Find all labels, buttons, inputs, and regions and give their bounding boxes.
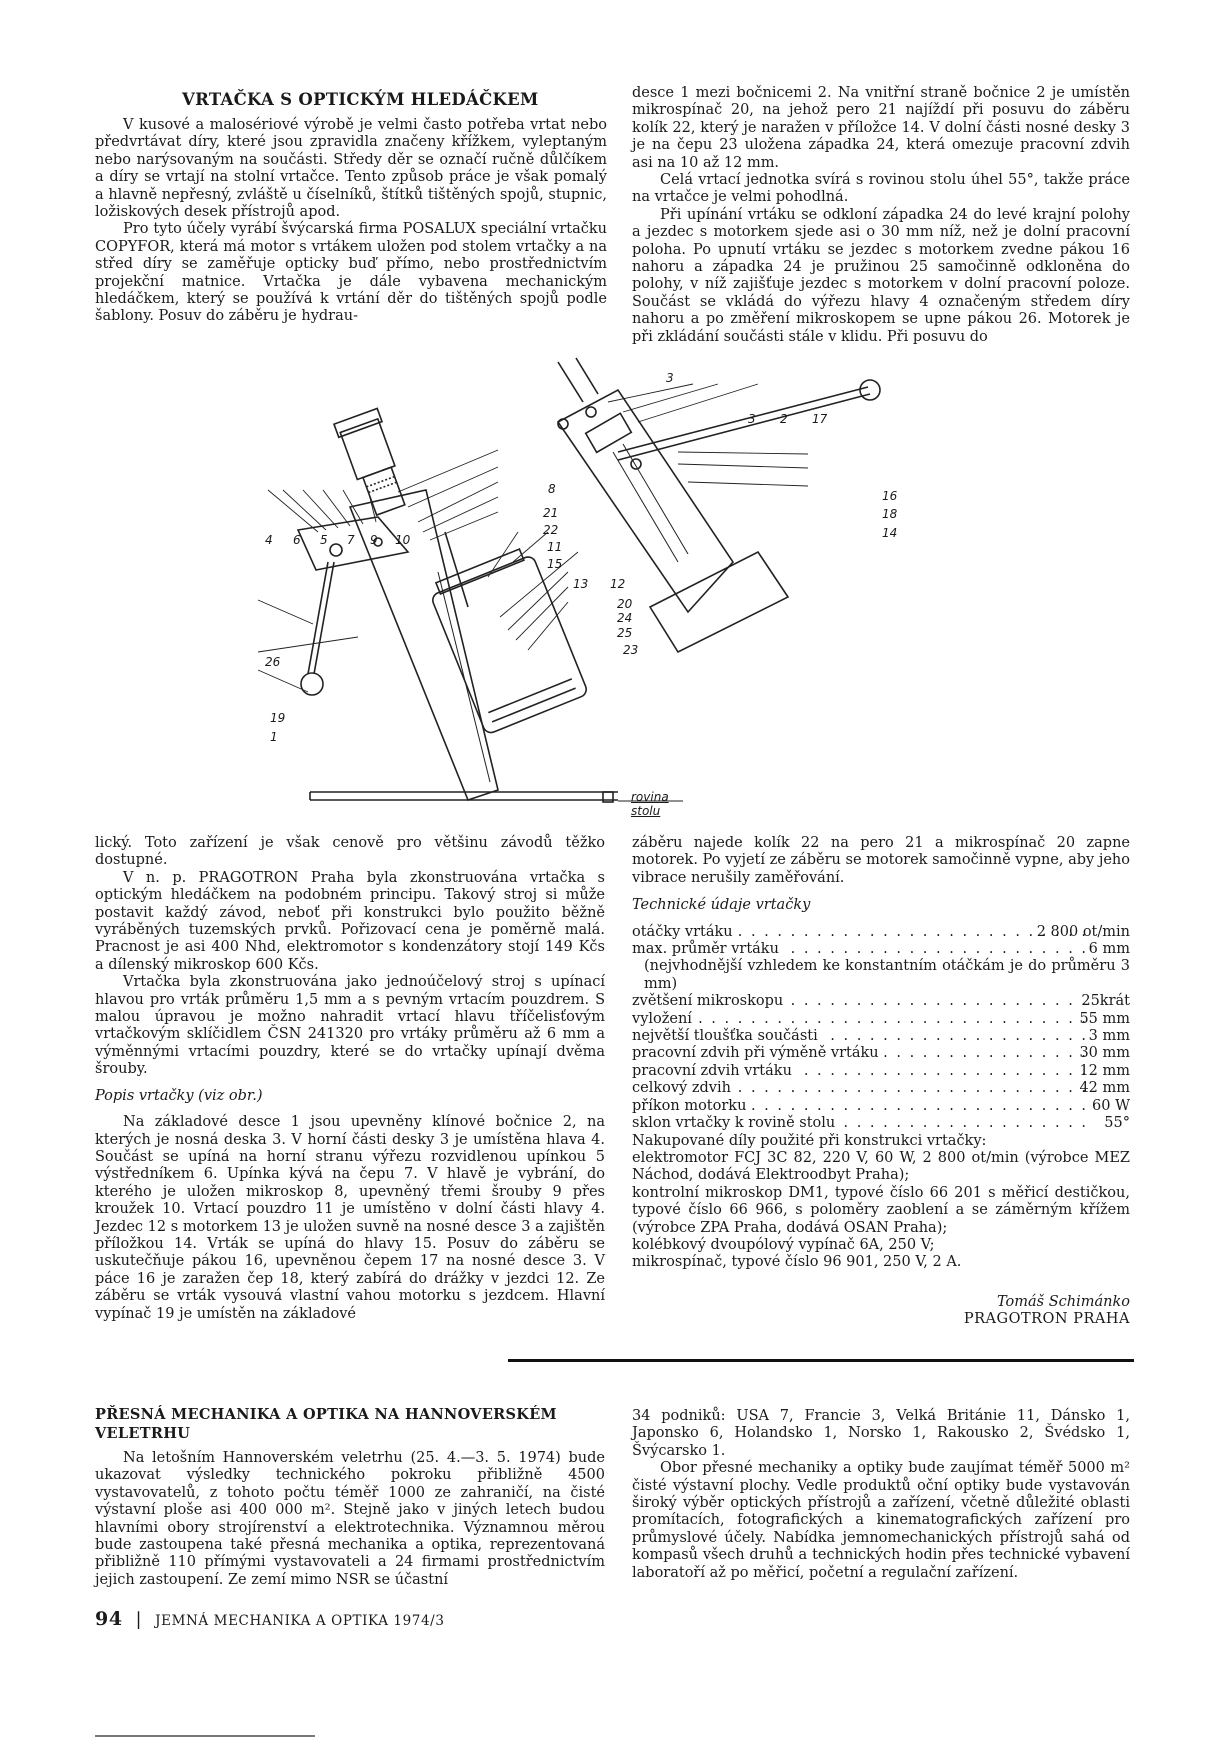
paragraph: desce 1 mezi bočnicemi 2. Na vnitřní straně bočnice 2 je umístěn mikrospínač 20, na jehož pero 21 najíždí při posuvu do záběru kolík 22, který je naražen v příložce 14. V dolní části nosné desky 3 je na čepu 23 uložena západka 24, která omezuje pracovní zdvih asi na 10 až 12 mm. <box>632 85 1130 171</box>
section-heading: Technické údaje vrtačky <box>632 897 811 914</box>
part-label: 24 <box>617 611 633 625</box>
bottom-right-column <box>632 835 1130 1329</box>
top-left-column <box>95 117 607 326</box>
part-label: 9 <box>370 533 378 547</box>
spec-value: 6 mm <box>1088 941 1130 958</box>
spec-label: sklon vrtačky k rovině stolu . . . <box>632 1115 1050 1132</box>
spec-label: největší tloušťka součásti . . . <box>632 1028 1050 1045</box>
part-label: 17 <box>812 412 828 426</box>
part-label: 11 <box>547 540 563 554</box>
part-label: 18 <box>882 507 898 521</box>
author-name: Tomáš Schimánko <box>997 1293 1130 1310</box>
page-number: 94 <box>95 1608 123 1630</box>
part-label: 20 <box>617 597 633 611</box>
purchased-item: kontrolní mikroskop DM1, typové číslo 66 201 s měřicí destičkou, typové číslo 66 966, s poloměry zaoblení a se záměrným křížem (výrobce ZPA Praha, dodává OSAN Praha); <box>632 1184 1130 1236</box>
paragraph: Obor přesné mechaniky a optiky bude zaujímat téměř 5000 m² čisté výstavní plochy. Vedle produktů oční optiky bude vystavován široký výběr optických přístrojů a zařízení, včetně důležité oblasti promítacích, fotografických a kinematografických zařízení pro průmyslové účely. Nabídka jemnomechanických přístrojů sahá od kompasů všech druhů a technických hodin přes technické vybavení laboratoří až po měřicí, početní a regulační zařízení. <box>632 1460 1130 1581</box>
part-label: 8 <box>548 482 556 496</box>
spec-label: otáčky vrtáku . . . <box>632 924 1010 941</box>
footer-separator: | <box>135 1609 143 1630</box>
paragraph: Celá vrtací jednotka svírá s rovinou stolu úhel 55°, takže práce na vrtačce je velmi pohodlná. <box>632 172 1130 206</box>
part-label: 2 <box>780 412 788 426</box>
spec-value: 2 800 ot/min <box>1036 923 1130 940</box>
spec-label: max. průměr vrtáku . . . <box>632 941 1010 958</box>
part-label: 4 <box>265 533 273 547</box>
part-label: 23 <box>623 643 639 657</box>
part-label: 16 <box>882 489 898 503</box>
spec-value: 55° <box>1104 1115 1130 1132</box>
paragraph: V n. p. PRAGOTRON Praha byla zkonstruována vrtačka s optickým hledáčkem na podobném principu. Takový stroj si může postavit každý závod, neboť při konstrukci bylo použito běžně vyráběných tuzemských prvků. Pořizovací cena je poměrně malá. Pracnost je asi 400 Nhd, elektromotor s kondenzátory stojí 149 Kčs a dílenský mikroskop 600 Kčs. <box>95 869 605 973</box>
spec-row <box>632 924 1130 941</box>
part-label: 3 <box>666 371 674 385</box>
paragraph: 34 podniků: USA 7, Francie 3, Velká Británie 11, Dánsko 1, Japonsko 6, Holandsko 1, Norsko 1, Rakousko 2, Švédsko 1, Švýcarsko 1. <box>632 1408 1130 1459</box>
spec-row <box>632 1011 1130 1028</box>
spec-value: 55 mm <box>1079 1010 1130 1027</box>
spec-row <box>632 1115 1130 1132</box>
spec-label: pracovní zdvih při výměně vrtáku . . . <box>632 1045 1050 1062</box>
part-label: 15 <box>547 557 563 571</box>
section-divider <box>508 1359 1134 1362</box>
paragraph: lický. Toto zařízení je však cenově pro většinu závodů těžko dostupné. <box>95 835 605 869</box>
spec-row <box>632 1045 1130 1062</box>
spec-row <box>632 1063 1130 1080</box>
article2-right-column <box>632 1408 1130 1582</box>
spec-label: celkový zdvih . . . <box>632 1080 1050 1097</box>
part-label: 10 <box>395 533 411 547</box>
top-right-column <box>632 85 1130 346</box>
spec-value: 12 mm <box>1079 1062 1130 1079</box>
purchased-item: mikrospínač, typové číslo 96 901, 250 V, 2 A. <box>632 1254 962 1271</box>
spec-label: zvětšení mikroskopu . . . <box>632 993 1050 1010</box>
article2-left-column <box>95 1450 605 1589</box>
spec-value: 3 mm <box>1088 1028 1130 1045</box>
spec-row <box>632 941 1130 958</box>
paragraph: Vrtačka byla zkonstruována jako jednoúčelový stroj s upínací hlavou pro vrták průměru 1,5 mm a s pevným vrtacím pouzdrem. S malou úpravou je možno nahradit vrtací hlavu tříčelisťovým vrtačkovým sklíčidlem ČSN 241320 pro vrtáky průměru až 6 mm a výměnnými vrtacími pouzdry, které se do vrtačky upínají dvěma šrouby. <box>95 974 605 1078</box>
paragraph: Pro tyto účely vyrábí švýcarská firma POSALUX speciální vrtačku COPYFOR, která má motor s vrtákem uložen pod stolem vrtačky a na střed díry se zaměřuje opticky buď přímo, nebo prostřednictvím projekční matnice. Vrtačka je dále vybavena mechanickým hledáčkem, který se používá k vrtání děr do tištěných spojů podle šablony. Posuv do záběru je hydrau- <box>95 221 607 325</box>
part-label: 21 <box>543 506 559 520</box>
article-title: PŘESNÁ MECHANIKA A OPTIKA NA HANNOVERSKÉM VELETRHU <box>95 1406 557 1442</box>
spec-value: 30 mm <box>1079 1045 1130 1062</box>
author-organization: PRAGOTRON PRAHA <box>963 1311 1130 1328</box>
part-label: 14 <box>882 526 898 540</box>
spec-row <box>632 1028 1130 1045</box>
section-heading: Popis vrtačky (viz obr.) <box>95 1087 263 1104</box>
page-edge <box>95 1735 315 1737</box>
journal-name: JEMNÁ MECHANIKA A OPTIKA 1974/3 <box>155 1613 445 1629</box>
spec-row <box>632 1080 1130 1097</box>
spec-value: 60 W <box>1092 1097 1130 1114</box>
part-label: 12 <box>610 577 626 591</box>
article-title: VRTAČKA S OPTICKÝM HLEDÁČKEM <box>182 90 539 109</box>
purchased-item: kolébkový dvoupólový vypínač 6A, 250 V; <box>632 1236 935 1253</box>
part-label: 22 <box>543 523 559 537</box>
part-label: 3 <box>748 412 756 426</box>
part-label: 1 <box>270 730 278 744</box>
part-label: 7 <box>347 533 355 547</box>
purchased-item: elektromotor FCJ 3C 82, 220 V, 60 W, 2 800 ot/min (výrobce MEZ Náchod, dodává Elektroodbyt Praha); <box>632 1149 1130 1184</box>
spec-value: 25krát <box>1081 993 1130 1010</box>
part-label: 6 <box>293 533 301 547</box>
part-label: 25 <box>617 626 633 640</box>
page-footer <box>95 1608 445 1630</box>
paragraph: V kusové a malosériové výrobě je velmi často potřeba vrtat nebo předvrtávat díry, které jsou zpravidla značeny křížkem, vyleptaným nebo narýsovaným na součásti. Středy děr se označí ručně důlčíkem a díry se vrtají na stolní vrtačce. Tento způsob práce je však pomalý a hlavně nepřesný, zvláště u číselníků, štítků tištěných spojů, stupnic, ložiskových desek přístrojů apod. <box>95 117 607 221</box>
spec-label: příkon motorku . . . <box>632 1098 1050 1115</box>
feed-lever <box>618 387 868 452</box>
spec-label: pracovní zdvih vrtáku . . . <box>632 1063 1050 1080</box>
paragraph: záběru najede kolík 22 na pero 21 a mikrospínač 20 zapne motorek. Po vyjetí ze záběru se motorek samočinně vypne, aby jeho vibrace nerušily zaměřování. <box>632 835 1130 886</box>
table-plane-label: rovina stolu <box>631 790 669 818</box>
drill-press-technical-drawing <box>258 371 718 822</box>
bottom-left-column <box>95 835 605 1323</box>
purchased-heading: Nakupované díly použité při konstrukci vrtačky: <box>632 1132 987 1149</box>
spec-row <box>632 1098 1130 1115</box>
paragraph: Na letošním Hannoverském veletrhu (25. 4.—3. 5. 1974) bude ukazovat výsledky technického pokroku přibližně 4500 vystavovatelů, z tohoto počtu téměř 1000 ze zahraničí, na čisté výstavní ploše asi 400 000 m². Stejně jako v jiných letech budou hlavními obory strojírenství a elektrotechnika. Významnou měrou bude zastoupena také přesná mechanika a optika, reprezentovaná přibližně 110 přímými vystavovateli a 24 firmami prostřednictvím jejich zastoupení. Ze zemí mimo NSR se účastní <box>95 1450 605 1588</box>
spec-table <box>632 924 1130 959</box>
right-view-base <box>650 552 788 652</box>
part-label: 5 <box>320 533 328 547</box>
spec-note: (nejvhodnější vzhledem ke konstantním otáčkám je do průměru 3 mm) <box>644 958 1130 992</box>
paragraph: Při upínání vrtáku se odkloní západka 24 do levé krajní polohy a jezdec s motorkem sjede asi o 30 mm níž, než je dolní pracovní poloha. Po upnutí vrtáku se jezdec s motorkem zvedne pákou 16 nahoru a západka 24 je pružinou 25 samočinně odkloněna do polohy, v níž zajišťuje jezdec s motorkem v dolní pracovní poloze. Součást se vkládá do výřezu hlavy 4 označeným středem díry nahoru a po změření mikroskopem se upne pákou 26. Motorek je při zkládání součásti stále v klidu. Při posuvu do <box>632 206 1130 345</box>
spec-label: vyložení . . . <box>632 1011 1050 1028</box>
spec-table <box>632 993 1130 1132</box>
clamp-lever <box>308 562 328 674</box>
part-label: 26 <box>265 655 281 669</box>
spec-row <box>632 993 1130 1010</box>
paragraph: Na základové desce 1 jsou upevněny klínové bočnice 2, na kterých je nosná deska 3. V horní části desky 3 je umístěna hlava 4. Součást se upíná na horní stranu výřezu rozvidlenou upínkou 5 výstředníkem 6. Upínka kývá na čepu 7. V hlavě je vybrání, do kterého je uložen mikroskop 8, upevněný třemi šrouby 9 přes kroužek 10. Vrtací pouzdro 11 je umístěno v dolní části hlavy 4. Jezdec 12 s motorkem 13 je uložen suvně na nosné desce 3 a zajištěn příložkou 14. Vrták se upíná do hlavy 15. Posuv do záběru se uskutečňuje pákou 16, upevněnou čepem 17 na nosné desce 3. V páce 16 je zaražen čep 18, který zabírá do drážky v jezdci 12. Ze záběru se vrták vysouvá vlastní vahou motorku s jezdcem. Hlavní vypínač 19 je umístěn na základové <box>95 1114 605 1322</box>
part-label: 19 <box>270 711 286 725</box>
part-label: 13 <box>573 577 589 591</box>
motor <box>427 545 589 735</box>
spec-value: 42 mm <box>1079 1080 1130 1097</box>
